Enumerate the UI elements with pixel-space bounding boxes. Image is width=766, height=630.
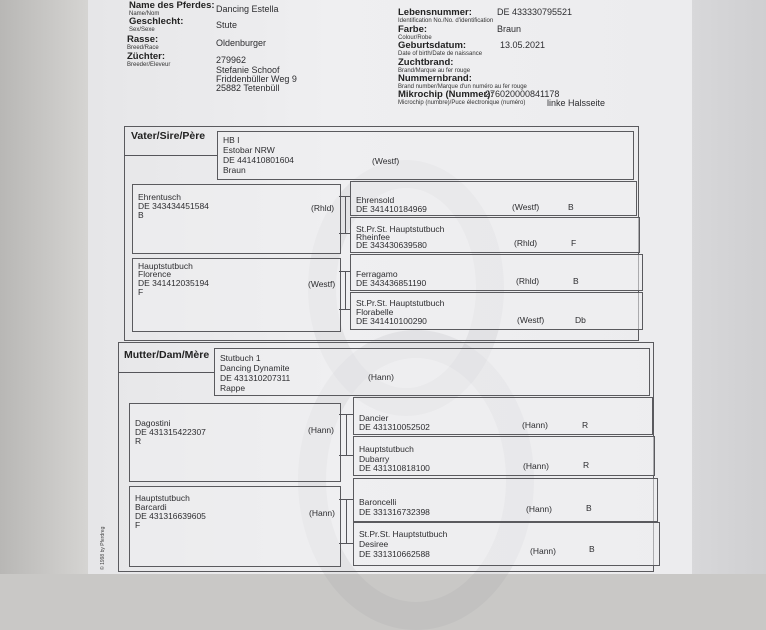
brand-sublabel: Brand/Marque au fer rouge xyxy=(398,68,471,74)
dam-sire-box xyxy=(129,403,341,482)
region-code: (Westf) xyxy=(372,156,400,166)
microchip-value: 276020000841178 xyxy=(485,89,560,99)
dam-dam-box xyxy=(129,486,341,567)
pedigree-line: DE 343430639580 xyxy=(356,240,427,250)
background-right xyxy=(680,0,766,574)
color-label: Farbe: xyxy=(398,24,428,35)
pedigree-line: DE 441410801604 xyxy=(223,155,294,165)
breeder-line: 279962 xyxy=(216,55,247,65)
pedigree-line: Rheinfee xyxy=(356,232,391,242)
number-brand-label: Nummernbrand: xyxy=(398,73,472,84)
region-code: (Hann) xyxy=(523,461,549,471)
sex-sublabel: Sex/Sexe xyxy=(129,27,155,33)
color-code: B xyxy=(589,544,595,554)
birth-date-value: 13.05.2021 xyxy=(500,40,546,50)
life-number-label: Lebensnummer: xyxy=(398,7,472,18)
life-number-value: DE 433330795521 xyxy=(497,7,573,17)
pedigree-line: Dubarry xyxy=(359,454,390,464)
region-code: (Hann) xyxy=(368,372,394,382)
connector-line xyxy=(124,155,217,156)
color-sublabel: Colour/Robe xyxy=(398,35,432,41)
color-code: R xyxy=(582,420,589,430)
connector-line xyxy=(346,499,347,544)
pedigree-line: Florence xyxy=(138,269,172,279)
breed-label: Rasse: xyxy=(127,34,159,45)
breeder-line: Stefanie Schoof xyxy=(216,65,280,75)
sire-sire-sire-box xyxy=(350,181,637,216)
breeder-line: Friddenbüller Weg 9 xyxy=(216,74,297,84)
color-code: F xyxy=(571,238,577,248)
color-code: R xyxy=(583,460,590,470)
pedigree-line: St.Pr.St. Hauptstutbuch xyxy=(356,224,445,234)
pedigree-line: Ferragamo xyxy=(356,269,398,279)
pedigree-line: DE 341410184969 xyxy=(356,204,427,214)
dam-dam-dam-box xyxy=(353,522,660,566)
name-label: Name des Pferdes: xyxy=(129,0,215,11)
connector-line xyxy=(345,271,346,310)
breeder-label: Züchter: xyxy=(127,51,165,62)
pedigree-line: Desiree xyxy=(359,539,389,549)
connector-line xyxy=(118,372,214,373)
sire-dam-box xyxy=(132,258,341,332)
pedigree-line: DE 343434451584 xyxy=(138,201,209,211)
region-code: (Hann) xyxy=(308,425,334,435)
pedigree-line: DE 431315422307 xyxy=(135,427,206,437)
pedigree-line: F xyxy=(135,520,141,530)
dam-sire-sire-box xyxy=(353,397,653,435)
region-code: (Westf) xyxy=(512,202,540,212)
sire-dam-dam-box xyxy=(350,292,643,330)
region-code: (Hann) xyxy=(526,504,552,514)
microchip-label: Mikrochip (Nummer): xyxy=(398,89,494,100)
region-code: (Hann) xyxy=(530,546,556,556)
pedigree-line: DE 431310052502 xyxy=(359,422,430,432)
color-code: B xyxy=(568,202,574,212)
pedigree-line: Ehrentusch xyxy=(138,192,181,202)
region-code: (Westf) xyxy=(308,279,336,289)
pedigree-line: Baroncelli xyxy=(359,497,397,507)
region-code: (Rhld) xyxy=(516,276,540,286)
pedigree-line: DE 341412035194 xyxy=(138,278,209,288)
birth-date-label: Geburtsdatum: xyxy=(398,40,467,51)
region-code: (Westf) xyxy=(517,315,545,325)
life-number-sublabel: Identification No./No. d'identification xyxy=(398,18,494,24)
dam-main-box xyxy=(214,348,650,396)
dam-dam-sire-box xyxy=(353,478,658,522)
connector-line xyxy=(345,196,346,234)
background-left xyxy=(0,0,90,574)
breeder-line: 25882 Tetenbüll xyxy=(216,83,280,93)
pedigree-line: F xyxy=(138,287,144,297)
pedigree-line: Dancier xyxy=(359,413,389,423)
breed-sublabel: Breed/Race xyxy=(127,45,159,51)
pedigree-line: St.Pr.St. Hauptstutbuch xyxy=(356,298,445,308)
pedigree-line: Hauptstutbuch xyxy=(138,261,193,271)
name-sublabel: Name/Nom xyxy=(129,11,160,17)
pedigree-line: HB I xyxy=(223,135,240,145)
dam-section-title: Mutter/Dam/Mère xyxy=(124,349,210,361)
region-code: (Rhld) xyxy=(514,238,538,248)
color-code: B xyxy=(586,503,592,513)
pedigree-line: B xyxy=(138,210,144,220)
pedigree-line: R xyxy=(135,436,142,446)
pedigree-line: DE 431310207311 xyxy=(220,373,291,383)
pedigree-line: Florabelle xyxy=(356,307,394,317)
pedigree-line: Stutbuch 1 xyxy=(220,353,261,363)
region-code: (Rhld) xyxy=(311,203,335,213)
sire-dam-sire-box xyxy=(350,254,643,291)
pedigree-line: DE 331310662588 xyxy=(359,549,430,559)
color-code: Db xyxy=(575,315,586,325)
sire-section-title: Vater/Sire/Père xyxy=(131,130,206,142)
sire-main-box xyxy=(217,131,634,180)
region-code: (Hann) xyxy=(309,508,335,518)
microchip-position: linke Halsseite xyxy=(547,98,606,108)
pedigree-line: Braun xyxy=(223,165,246,175)
brand-label: Zuchtbrand: xyxy=(398,57,454,68)
breeder-sublabel: Breeder/Eleveur xyxy=(127,62,171,68)
pedigree-line: DE 343436851190 xyxy=(356,278,427,288)
color-code: B xyxy=(573,276,579,286)
copyright-note: © 1998 by Pferdreg xyxy=(100,526,106,570)
pedigree-line: Hauptstutbuch xyxy=(359,444,414,454)
sire-sire-box xyxy=(132,184,341,254)
pedigree-line: DE 431310818100 xyxy=(359,463,430,473)
sire-sire-dam-box xyxy=(350,217,640,253)
microchip-sublabel: Microchip (numbre)/Puce électronique (numéro) xyxy=(398,100,526,106)
color-value: Braun xyxy=(497,24,522,34)
number-brand-sublabel: Brand number/Marque d'un numéro au fer rouge xyxy=(398,84,527,90)
birth-date-sublabel: Date of birth/Date de naissance xyxy=(398,51,483,57)
breed-value: Oldenburger xyxy=(216,38,267,48)
connector-line xyxy=(346,414,347,456)
pedigree-line: Hauptstutbuch xyxy=(135,493,190,503)
pedigree-line: Ehrensold xyxy=(356,195,395,205)
pedigree-line: Dagostini xyxy=(135,418,171,428)
dam-sire-dam-box xyxy=(353,436,655,476)
pedigree-line: Rappe xyxy=(220,383,246,393)
pedigree-line: DE 331316732398 xyxy=(359,507,430,517)
pedigree-line: St.Pr.St. Hauptstutbuch xyxy=(359,529,448,539)
pedigree-line: DE 341410100290 xyxy=(356,316,427,326)
pedigree-line: Dancing Dynamite xyxy=(220,363,290,373)
pedigree-line: DE 431316639605 xyxy=(135,511,206,521)
sex-value: Stute xyxy=(216,20,238,30)
sex-label: Geschlecht: xyxy=(129,16,184,27)
region-code: (Hann) xyxy=(522,420,548,430)
pedigree-line: Estobar NRW xyxy=(223,145,275,155)
name-value: Dancing Estella xyxy=(216,4,279,14)
pedigree-line: Barcardi xyxy=(135,502,167,512)
